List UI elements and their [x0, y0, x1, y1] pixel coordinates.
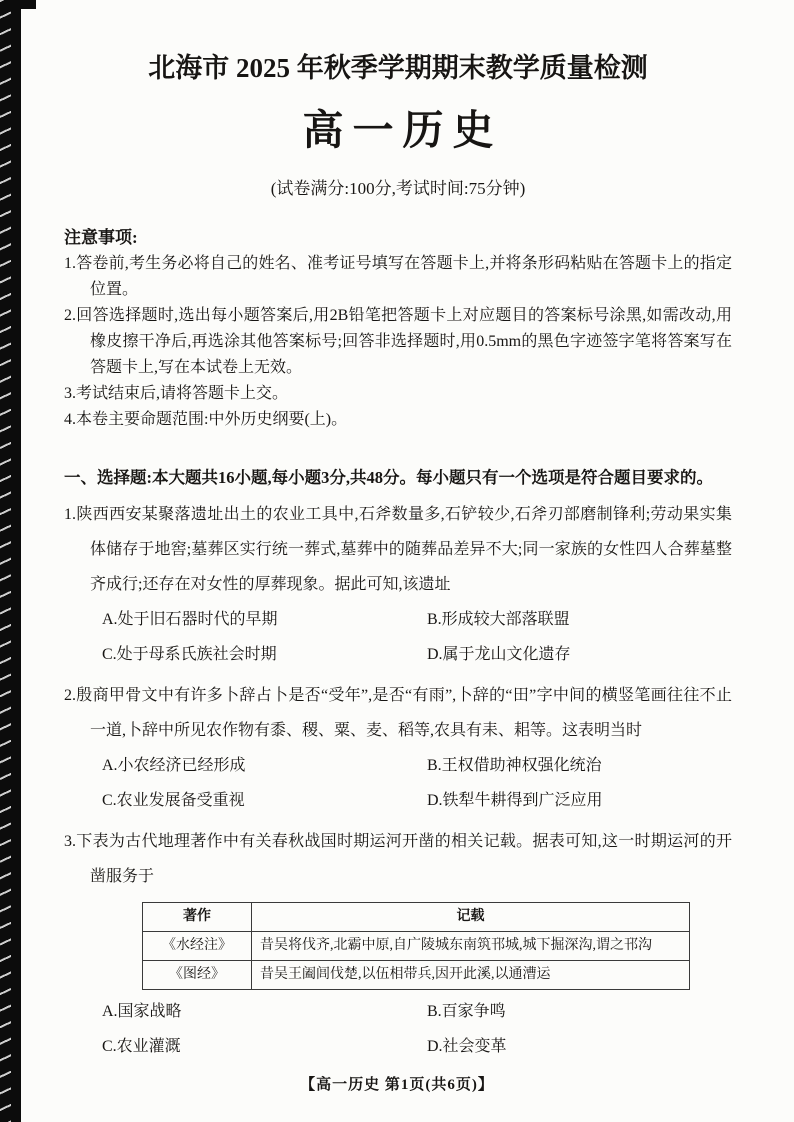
question-2-options: [64, 748, 732, 818]
question-2-option-c: C.农业发展备受重视: [102, 792, 245, 809]
table-row: [143, 932, 690, 961]
question-2: [64, 678, 732, 818]
scan-edge-marks: [0, 0, 11, 1122]
question-1-stem: 1.陕西西安某聚落遗址出土的农业工具中,石斧数量多,石铲较少,石斧刃部磨制锋利;劳动果实集体储存于地窖;墓葬区实行统一葬式,墓葬中的随葬品差异不大;同一家族的女性四人合葬墓整齐成行;还存在对女性的厚葬现象。据此可知,该遗址: [64, 506, 732, 593]
question-3-option-b: B.百家争鸣: [427, 1003, 506, 1020]
table-header-row: [143, 903, 690, 932]
question-2-stem: 2.殷商甲骨文中有许多卜辞占卜是否“受年”,是否“有雨”,卜辞的“田”字中间的横竖笔画往往不止一道,卜辞中所见农作物有黍、稷、粟、麦、稻等,农具有耒、耜等。这表明当时: [64, 687, 732, 739]
question-3-table-wrap: [142, 902, 690, 990]
scan-binding-edge: [0, 0, 21, 1122]
question-2-option-d: D.铁犁牛耕得到广泛应用: [427, 792, 603, 809]
source-table: [142, 902, 690, 990]
section-heading: 一、选择题:本大题共16小题,每小题3分,共48分。每小题只有一个选项是符合题目要求的。: [64, 468, 713, 487]
question-1: [64, 497, 732, 672]
page-footer: 【高一历史 第1页(共6页)】: [300, 1077, 494, 1093]
table-cell-source-2: 《图经》: [143, 961, 252, 990]
notes-section: [64, 225, 732, 433]
table-header-source: 著作: [143, 903, 252, 932]
note-item-3: 3.考试结束后,请将答题卡上交。: [64, 385, 289, 402]
question-1-options: [64, 602, 732, 672]
exam-title: 北海市 2025 年秋季学期期末教学质量检测: [148, 53, 648, 83]
scan-corner-smudge: [18, 0, 36, 9]
exam-info-line: (试卷满分:100分,考试时间:75分钟): [270, 179, 526, 198]
question-3-stem: 3.下表为古代地理著作中有关春秋战国时期运河开凿的相关记载。据表可知,这一时期运河的开凿服务于: [64, 833, 732, 885]
question-2-option-b: B.王权借助神权强化统治: [427, 757, 602, 774]
notes-heading: 注意事项:: [64, 228, 138, 247]
table-cell-record-2: 昔吴王阖闾伐楚,以伍相带兵,因开此溪,以通漕运: [252, 961, 690, 990]
question-1-option-c: C.处于母系氏族社会时期: [102, 646, 277, 663]
question-1-option-b: B.形成较大部落联盟: [427, 611, 570, 628]
table-cell-source-1: 《水经注》: [143, 932, 252, 961]
question-1-option-d: D.属于龙山文化遗存: [427, 646, 571, 663]
question-3-option-c: C.农业灌溉: [102, 1038, 181, 1055]
note-item-1: 1.答卷前,考生务必将自己的姓名、准考证号填写在答题卡上,并将条形码粘贴在答题卡上的指定位置。: [64, 255, 732, 298]
question-1-option-a: A.处于旧石器时代的早期: [102, 611, 278, 628]
table-header-record: 记载: [252, 903, 690, 932]
note-item-2: 2.回答选择题时,选出每小题答案后,用2B铅笔把答题卡上对应题目的答案标号涂黑,如需改动,用橡皮擦干净后,再选涂其他答案标号;回答非选择题时,用0.5mm的黑色字迹签字笔将答案写在答题卡上,写在本试卷上无效。: [64, 307, 732, 376]
page-content: [64, 0, 732, 1064]
question-3-option-d: D.社会变革: [427, 1038, 507, 1055]
question-3-options: [64, 994, 732, 1064]
table-cell-record-1: 昔吴将伐齐,北霸中原,自广陵城东南筑邗城,城下掘深沟,谓之邗沟: [252, 932, 690, 961]
table-row: [143, 961, 690, 990]
question-3-option-a: A.国家战略: [102, 1003, 182, 1020]
question-2-option-a: A.小农经济已经形成: [102, 757, 246, 774]
note-item-4: 4.本卷主要命题范围:中外历史纲要(上)。: [64, 411, 348, 428]
subject-title: 高一历史: [302, 107, 503, 153]
question-3: [64, 824, 732, 1064]
